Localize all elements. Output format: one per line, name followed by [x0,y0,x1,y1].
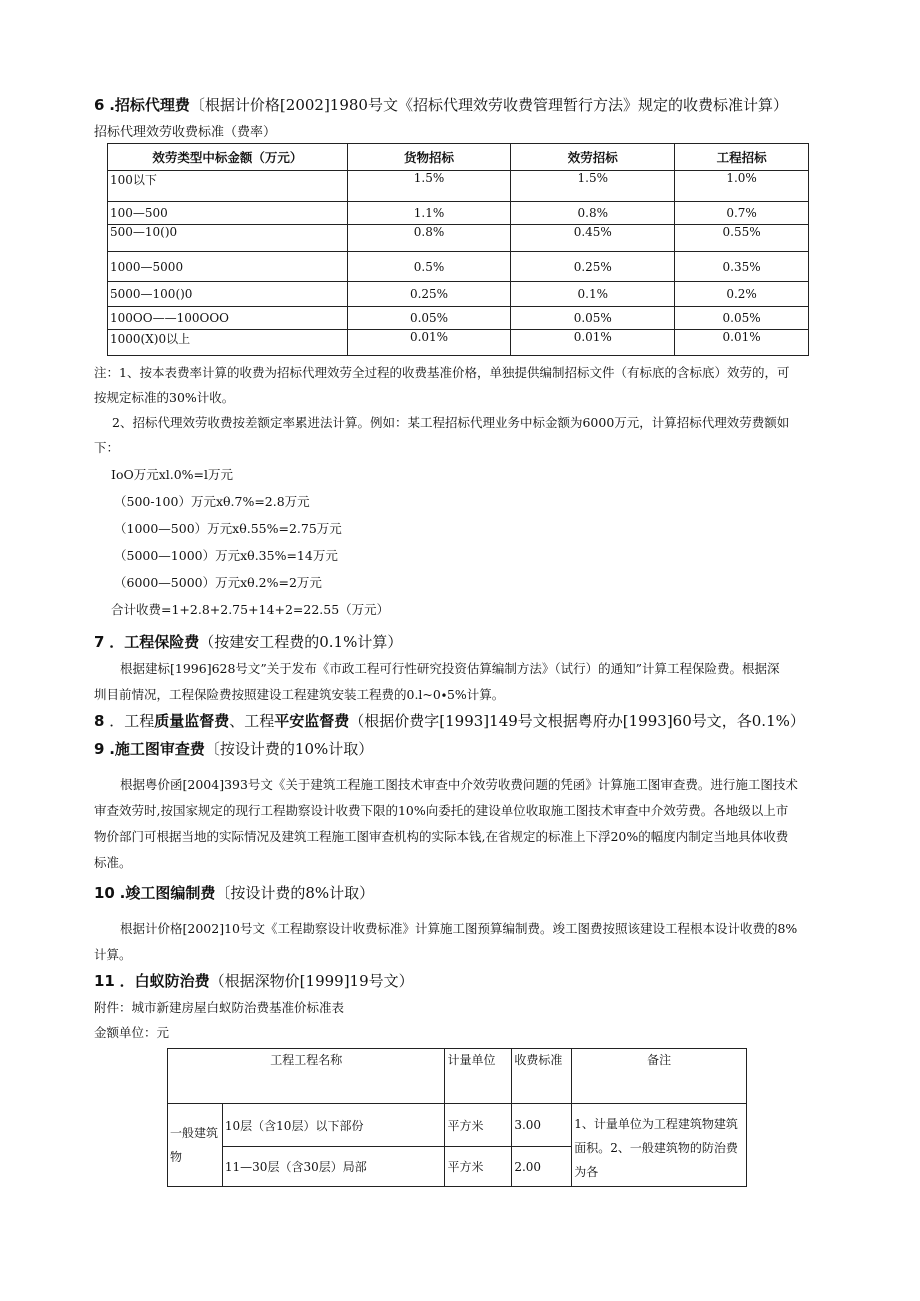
table-cell: 0.8% [511,202,675,225]
section-8-mid: 、工程 [229,712,275,730]
table-cell: 平方米 [445,1104,512,1147]
table-cell: 100OO——100OOO [108,307,348,330]
section-10-number: 10 [94,884,115,902]
table-cell: 1000—5000 [108,252,348,282]
table-row [108,330,809,356]
section-11-heading [94,970,414,991]
table-cell: 0.7% [675,202,809,225]
table-row [108,282,809,307]
table-header: 效劳招标 [511,144,675,171]
table-cell: 11—30层（含30层）局部 [222,1147,445,1187]
table-row [168,1104,747,1147]
table-cell: 0.5% [347,252,511,282]
section-11-note: （根据深物价[1999]19号文） [209,972,414,990]
amount-unit: 金额单位：元 [94,1025,170,1040]
section-9-para-line: 物价部门可根据当地的实际情况及建筑工程施工图审查机构的实际本钱,在省规定的标准上下浮20%的幅度内制定当地具体收费 [94,829,789,844]
table-header: 工程工程名称 [168,1049,445,1104]
note-1-line-1: 注：1、按本表费率计算的收费为招标代理效劳全过程的收费基准价格，单独提供编制招标文件（有标底的含标底）效劳的，可 [94,365,790,380]
table-row [108,225,809,252]
table-cell: 1.5% [511,171,675,202]
table-cell: 1.0% [675,171,809,202]
table-cell: 0.05% [511,307,675,330]
section-6-title: .招标代理费 [109,96,190,114]
calc-total: 合计收费=1+2.8+2.75+14+2=22.55（万元） [111,602,390,617]
table-cell: 0.05% [675,307,809,330]
category-cell: 一般建筑物 [168,1104,223,1187]
section-9-para-line: 根据粤价函[2004]393号文《关于建筑工程施工图技术审查中介效劳收费问题的凭函》计算施工图审查费。进行施工图技术 [120,777,798,792]
section-10-title: .竣工图编制费 [119,884,216,902]
table-cell: 0.05% [347,307,511,330]
section-6-note: 〔根据计价格[2002]1980号文《招标代理效劳收费管理暂行方法》规定的收费标准计算） [189,96,788,114]
section-6-heading [94,94,788,115]
table-row [108,171,809,202]
section-9-number: 9 [94,740,105,758]
note-1-line-2: 按规定标准的30%计收。 [94,390,235,405]
section-7-number: 7 [94,633,105,651]
table-cell: 0.01% [347,330,511,356]
table-cell: 0.25% [511,252,675,282]
table-header: 工程招标 [675,144,809,171]
section-7-para-line-1: 根据建标[1996]628号文”关于发布《市政工程可行性研究投资估算编制方法》（试行）的通知”计算工程保险费。根据深 [120,661,780,676]
section-10-heading [94,882,374,903]
section-8-title-a: 质量监督费 [154,712,230,730]
section-7-title: ．工程保险费 [109,633,200,651]
note-2-line-2: 下： [94,440,120,455]
section-11-number: 11 [94,972,115,990]
section-10-para-line-1: 根据计价格[2002]10号文《工程勘察设计收费标准》计算施工图预算编制费。竣工图费按照该建设工程根本设计收费的8% [120,921,798,936]
calc-line: （5000—1000）万元xθ.35%=14万元 [114,548,338,563]
table-header: 计量单位 [445,1049,512,1104]
section-11-title: ．白蚁防治费 [119,972,210,990]
table-header: 货物招标 [347,144,511,171]
section-10-para-line-2: 计算。 [94,947,132,962]
section-8-number: 8 [94,712,105,730]
fee-table-caption: 招标代理效劳收费标准（费率） [94,125,277,140]
calc-line: IoO万元xl.0%=l万元 [111,467,234,482]
calc-line: （6000—5000）万元xθ.2%=2万元 [114,575,322,590]
table-cell: 100—500 [108,202,348,225]
table-cell: 0.25% [347,282,511,307]
table-cell: 500—10()0 [108,225,348,252]
section-9-heading [94,738,373,759]
section-9-note: 〔按设计费的10%计取） [204,740,374,758]
table-cell: 100以下 [108,171,348,202]
table-cell: 3.00 [512,1104,572,1147]
section-8-prefix: ．工程 [109,712,155,730]
table-header: 备注 [572,1049,747,1104]
section-7-para-line-2: 圳目前情况，工程保险费按照建设工程建筑安装工程费的0.l~0∙5%计算。 [94,687,505,702]
section-7-note: （按建安工程费的0.1%计算） [199,633,403,651]
table-cell: 平方米 [445,1147,512,1187]
section-9-title: .施工图审查费 [109,740,205,758]
table-row [108,252,809,282]
table-cell: 1.1% [347,202,511,225]
table-row [108,202,809,225]
table-cell: 0.1% [511,282,675,307]
section-8-note: （根据价费字[1993]149号文根据粤府办[1993]60号文，各0.1%） [349,712,805,730]
calc-line: （1000—500）万元xθ.55%=2.75万元 [114,521,342,536]
calc-line: （500-100）万元xθ.7%=2.8万元 [114,494,310,509]
table-cell: 5000—100()0 [108,282,348,307]
table-cell: 0.35% [675,252,809,282]
table-header: 效劳类型中标金额（万元） [108,144,348,171]
section-10-note: 〔按设计费的8%计取） [215,884,375,902]
agency-fee-table [107,143,809,356]
note-2-line-1: 2、招标代理效劳收费按差额定率累进法计算。例如：某工程招标代理业务中标金额为6000万元，计算招标代理效劳费额如 [112,415,790,430]
table-cell: 0.55% [675,225,809,252]
table-cell: 0.8% [347,225,511,252]
table-cell: 0.01% [511,330,675,356]
section-6-number: 6 [94,96,105,114]
table-cell: 1000(X)0以上 [108,330,348,356]
table-cell: 10层（含10层）以下部份 [222,1104,445,1147]
remark-cell: 1、计量单位为工程建筑物建筑面积。2、一般建筑物的防治费为各 [572,1104,747,1187]
table-row [108,307,809,330]
table-cell: 0.45% [511,225,675,252]
table-header: 收费标准 [512,1049,572,1104]
table-cell: 0.01% [675,330,809,356]
section-9-para-line: 审查效劳时,按国家规定的现行工程勘察设计收费下限的10%向委托的建设单位收取施工图技术审查中介效劳费。各地级以上市 [94,803,789,818]
section-8-heading [94,710,805,731]
section-8-title-b: 平安监督费 [274,712,350,730]
section-9-para-line: 标准。 [94,855,132,870]
attachment-caption: 附件：城市新建房屋白蚁防治费基准价标准表 [94,1000,345,1015]
table-cell: 0.2% [675,282,809,307]
section-7-heading [94,631,402,652]
termite-fee-table [167,1048,747,1187]
table-cell: 1.5% [347,171,511,202]
table-cell: 2.00 [512,1147,572,1187]
